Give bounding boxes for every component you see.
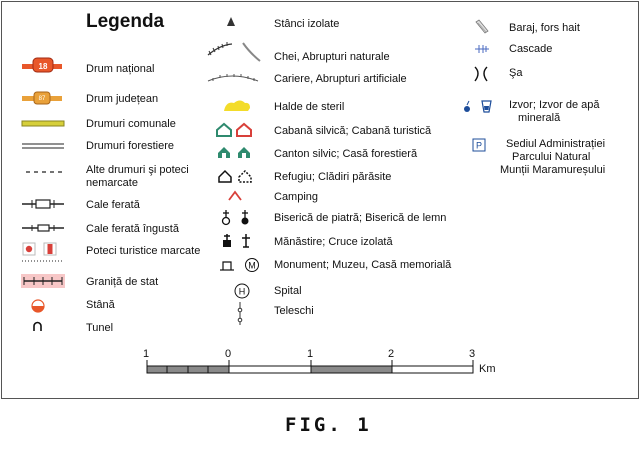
label-hospital: Spital (274, 285, 302, 297)
cascade-icon (475, 45, 489, 53)
wooden-church-icon (242, 210, 249, 225)
shelter-icon (219, 171, 231, 182)
narrow-railway-symbol (22, 225, 64, 231)
label-shelters: Refugiu; Clădiri părăsite (274, 171, 392, 183)
svg-text:P: P (475, 140, 483, 151)
scale-unit: Km (479, 363, 496, 375)
stone-church-icon (223, 210, 230, 225)
forest-cabin-icon (217, 124, 231, 136)
svg-text:M: M (248, 260, 256, 271)
label-dam: Baraj, fors hait (509, 22, 580, 34)
label-springs-line1: Izvor; Izvor de apă (509, 99, 600, 111)
abandoned-building-icon (239, 171, 251, 182)
railway-symbol (22, 200, 64, 208)
label-state-border: Graniță de stat (86, 276, 159, 288)
label-forest-cabins: Canton silvic; Casă forestieră (274, 148, 418, 160)
county-road-symbol (22, 92, 62, 104)
scale-label-3: 3 (469, 348, 476, 360)
label-monuments: Monument; Muzeu, Casă memorială (274, 259, 452, 271)
label-forest-roads: Drumuri forestiere (86, 140, 175, 152)
label-county-road: Drum județean (86, 93, 159, 105)
label-monasteries: Mănăstire; Cruce izolată (274, 236, 393, 248)
mineral-spring-icon (482, 101, 491, 112)
comunal-road-symbol (22, 121, 64, 126)
figure-caption: FIG. 1 (285, 414, 372, 436)
label-rocks: Stânci izolate (274, 18, 340, 30)
label-comunal-roads: Drumuri comunale (86, 118, 176, 130)
scale-label-2: 2 (388, 348, 395, 360)
label-narrow-railway: Cale ferată îngustă (86, 223, 179, 235)
tourist-cabin-icon (237, 124, 251, 136)
label-quarries: Cariere, Abrupturi artificiale (274, 73, 407, 85)
scale-bar (147, 360, 473, 373)
hospital-icon (235, 284, 249, 298)
national-road-symbol (22, 58, 62, 72)
label-springs-line2: minerală (518, 112, 561, 124)
park-office-icon (473, 139, 485, 151)
label-park-office-line1: Sediul Administrației (506, 138, 606, 150)
monastery-icon (223, 234, 231, 247)
sheepfold-symbol (32, 300, 44, 312)
label-ski-lift: Teleschi (274, 305, 314, 317)
ranger-post-icon (218, 147, 230, 158)
county-road-badge: 87 (38, 96, 46, 102)
svg-text:H: H (238, 286, 246, 297)
label-sheepfold: Stână (86, 299, 115, 311)
monument-icon (220, 262, 234, 270)
label-park-office-line2: Parcului Natural (512, 151, 591, 163)
isolated-cross-icon (242, 234, 250, 247)
museum-icon (246, 259, 259, 272)
label-cascades: Cascade (509, 43, 553, 55)
label-spoil-heaps: Halde de steril (274, 101, 345, 113)
label-cabins: Cabană silvică; Cabană turistică (274, 125, 432, 137)
label-other-roads-line1: Alte drumuri şi poteci (86, 164, 189, 176)
forest-house-icon (238, 147, 250, 158)
state-border-symbol (21, 274, 65, 288)
marked-trails-symbol (22, 243, 64, 261)
label-marked-trails: Poteci turistice marcate (86, 245, 201, 257)
legend-title: Legenda (86, 11, 165, 32)
label-gorges: Chei, Abrupturi naturale (274, 51, 390, 63)
spoil-heap-icon (224, 101, 250, 112)
rock-icon (227, 17, 235, 26)
label-saddle: Şa (509, 67, 523, 79)
label-camping: Camping (274, 191, 319, 203)
quarry-icon (208, 74, 258, 81)
scale-label-1: 1 (307, 348, 314, 360)
saddle-icon (475, 67, 487, 81)
label-park-office-line3: Munții Maramureșului (500, 164, 606, 176)
scale-label-1-left: 1 (143, 348, 150, 360)
label-railway: Cale ferată (86, 199, 140, 211)
national-road-badge: 18 (38, 62, 48, 71)
label-tunnel: Tunel (86, 322, 114, 334)
scale-label-0: 0 (225, 348, 232, 360)
tunnel-symbol (34, 323, 41, 332)
forest-road-symbol (22, 144, 64, 148)
dam-icon (476, 20, 488, 33)
label-churches: Biserică de piatră; Biserică de lemn (274, 212, 447, 224)
gorge-icon (208, 42, 260, 61)
ski-lift-icon (238, 302, 242, 325)
spring-icon (464, 101, 470, 112)
camping-icon (229, 192, 241, 200)
label-national-road: Drum național (86, 63, 155, 75)
label-other-roads-line2: nemarcate (86, 177, 138, 189)
